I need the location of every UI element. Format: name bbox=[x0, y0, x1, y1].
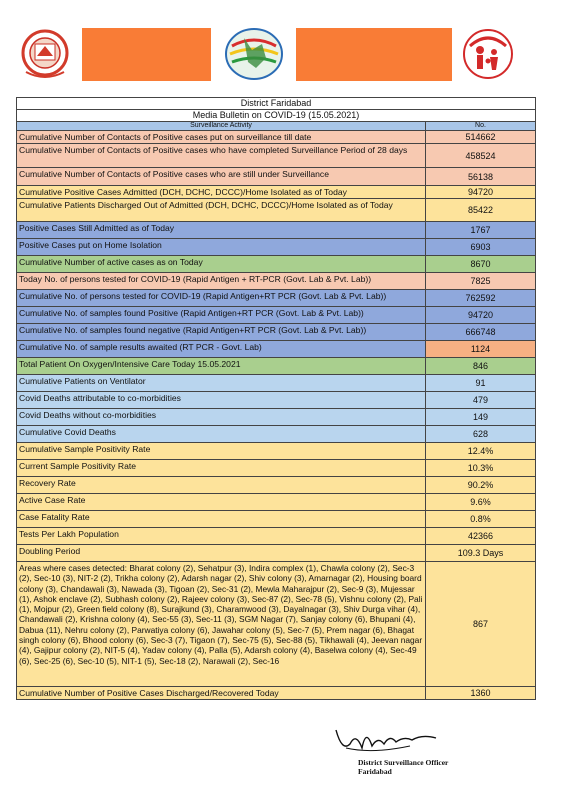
row-label: Positive Cases put on Home Isolation bbox=[17, 239, 426, 255]
row-label: Cumulative Number of Contacts of Positive cases put on surveillance till date bbox=[17, 131, 426, 143]
row-value: 846 bbox=[426, 358, 535, 374]
row-label: Cumulative Patients on Ventilator bbox=[17, 375, 426, 391]
globe-emblem-icon bbox=[222, 24, 286, 84]
table-header-row bbox=[17, 122, 535, 131]
table-row bbox=[17, 426, 535, 443]
table-row bbox=[17, 239, 535, 256]
row-value: 42366 bbox=[426, 528, 535, 544]
table-row bbox=[17, 168, 535, 186]
row-value: 94720 bbox=[426, 307, 535, 323]
orange-banner-right bbox=[296, 28, 452, 81]
covid-media-bulletin-table bbox=[16, 97, 536, 700]
row-label: Active Case Rate bbox=[17, 494, 426, 510]
row-label: Cumulative Number of active cases as on Today bbox=[17, 256, 426, 272]
table-row bbox=[17, 256, 535, 273]
table-row bbox=[17, 324, 535, 341]
table-row bbox=[17, 131, 535, 144]
table-row bbox=[17, 358, 535, 375]
row-value: 1124 bbox=[426, 341, 535, 357]
table-row bbox=[17, 273, 535, 290]
table-row bbox=[17, 477, 535, 494]
row-label: Recovery Rate bbox=[17, 477, 426, 493]
row-label: Cumulative No. of samples found negative (Rapid Antigen+RT PCR (Govt. Lab & Pvt. Lab)) bbox=[17, 324, 426, 340]
signature-designation: District Surveillance Officer bbox=[358, 758, 449, 767]
signature-location: Faridabad bbox=[358, 767, 392, 776]
handwritten-signature bbox=[332, 722, 442, 756]
table-row bbox=[17, 443, 535, 460]
row-label: Total Patient On Oxygen/Intensive Care Today 15.05.2021 bbox=[17, 358, 426, 374]
row-value: 91 bbox=[426, 375, 535, 391]
row-value: 514662 bbox=[426, 131, 535, 143]
table-row bbox=[17, 144, 535, 168]
table-row bbox=[17, 341, 535, 358]
row-value: 628 bbox=[426, 426, 535, 442]
row-label: Tests Per Lakh Population bbox=[17, 528, 426, 544]
table-row bbox=[17, 307, 535, 324]
signature-block bbox=[326, 722, 486, 782]
row-value: 90.2% bbox=[426, 477, 535, 493]
row-value: 9.6% bbox=[426, 494, 535, 510]
table-row-areas bbox=[17, 562, 535, 687]
row-value: 479 bbox=[426, 392, 535, 408]
table-row bbox=[17, 494, 535, 511]
row-value: 149 bbox=[426, 409, 535, 425]
header-surveillance-activity: Surveillance Activity bbox=[17, 122, 426, 130]
row-value: 1360 bbox=[426, 687, 535, 699]
row-value: 94720 bbox=[426, 186, 535, 198]
row-label: Cumulative Patients Discharged Out of Admitted (DCH, DCHC, DCCC)/Home Isolated as of Today bbox=[17, 199, 426, 221]
row-value: 6903 bbox=[426, 239, 535, 255]
row-value: 12.4% bbox=[426, 443, 535, 459]
table-row bbox=[17, 460, 535, 477]
table-row bbox=[17, 290, 535, 307]
row-value: 7825 bbox=[426, 273, 535, 289]
row-value: 458524 bbox=[426, 144, 535, 167]
table-row bbox=[17, 545, 535, 562]
row-label: Covid Deaths without co-morbidities bbox=[17, 409, 426, 425]
row-label: Case Fatality Rate bbox=[17, 511, 426, 527]
orange-banner-left bbox=[82, 28, 211, 81]
row-label: Cumulative No. of persons tested for COVID-19 (Rapid Antigen+RT PCR (Govt. Lab & Pvt. Lab)) bbox=[17, 290, 426, 306]
table-row bbox=[17, 375, 535, 392]
row-value: 1767 bbox=[426, 222, 535, 238]
row-value: 8670 bbox=[426, 256, 535, 272]
row-value: 10.3% bbox=[426, 460, 535, 476]
table-row bbox=[17, 409, 535, 426]
row-label: Cumulative Number of Contacts of Positive cases who have completed Surveillance Period of 28 days bbox=[17, 144, 426, 167]
haryana-govt-emblem-icon bbox=[18, 26, 72, 82]
row-label: Cumulative Number of Contacts of Positive cases who are still under Surveillance bbox=[17, 168, 426, 185]
table-row bbox=[17, 199, 535, 222]
row-label: Cumulative Number of Positive Cases Discharged/Recovered Today bbox=[17, 687, 426, 699]
row-label: Current Sample Positivity Rate bbox=[17, 460, 426, 476]
row-value: 867 bbox=[426, 562, 535, 686]
row-value: 762592 bbox=[426, 290, 535, 306]
table-row bbox=[17, 392, 535, 409]
row-value: 0.8% bbox=[426, 511, 535, 527]
row-value: 109.3 Days bbox=[426, 545, 535, 561]
row-label: Areas where cases detected: Bharat colony (2), Sehatpur (3), Indira complex (1), Chawla colony (2), Sec-3 (2), Sec-10 (3), NIT-2 (2), Trikha colony (2), Adarsh nagar (2), Shiv colony (3), Amarnagar (2), Housing board colony (3), Chandawali (3), Nawada (3), Tigoan (2), Sec-31 (2), Mewla Maharajpur (2), Sec-9 (3), Mujessar (1), Ashok enclave (2), Subhash colony (2), Rajeev colony (3), Sec-87 (2), Sec-78 (5), Vishnu colony (2), Pali (1), Mojpur (2), Green field colony (8), Surajkund (3), Charamwood (3), Dayalnagar (3), Shiv Durga vihar (4), Chandawali (2), Krishna colony (4), Sec-55 (3), Sec-11 (3), SGM Nagar (7), Sanjay colony (6), Bhupani (4), Dabua (11), Nehru colony (2), Parwatiya colony (6), Jawahar colony (5), Sec-7 (5), Prem nagar (6), Bhagat singh colony (6), Bhood colony (6), Sec-3 (7), Tigaon (7), Sec-75 (5), Sec-88 (5), Tikhawali (4), Jeevan nagar (4), Gajipur colony (2), NIT-5 (4), Yadav colony (4), Palla (5), Adarsh colony (4), Baselwa colony (4), Sec-49 (6), Sec-25 (6), Sec-10 (5), NIT-1 (5), Sec-18 (2), Narawali (2), Sec-16 bbox=[17, 562, 426, 686]
row-label: Positive Cases Still Admitted as of Today bbox=[17, 222, 426, 238]
table-row bbox=[17, 186, 535, 199]
row-label: Cumulative Covid Deaths bbox=[17, 426, 426, 442]
table-row bbox=[17, 528, 535, 545]
header-banner bbox=[14, 22, 554, 96]
national-health-mission-logo-icon bbox=[460, 26, 516, 86]
row-label: Cumulative Positive Cases Admitted (DCH, DCHC, DCCC)/Home Isolated as of Today bbox=[17, 186, 426, 198]
bulletin-subtitle: Media Bulletin on COVID-19 (15.05.2021) bbox=[17, 110, 535, 122]
bulletin-district-title: District Faridabad bbox=[17, 98, 535, 110]
row-label: Today No. of persons tested for COVID-19 (Rapid Antigen + RT-PCR (Govt. Lab & Pvt. Lab)) bbox=[17, 273, 426, 289]
row-value: 85422 bbox=[426, 199, 535, 221]
table-row bbox=[17, 511, 535, 528]
table-row bbox=[17, 222, 535, 239]
row-label: Cumulative Sample Positivity Rate bbox=[17, 443, 426, 459]
table-row bbox=[17, 687, 535, 699]
row-label: Cumulative No. of sample results awaited (RT PCR - Govt. Lab) bbox=[17, 341, 426, 357]
row-label: Doubling Period bbox=[17, 545, 426, 561]
row-value: 666748 bbox=[426, 324, 535, 340]
row-label: Covid Deaths attributable to co-morbidities bbox=[17, 392, 426, 408]
row-value: 56138 bbox=[426, 168, 535, 185]
header-number: No. bbox=[475, 122, 486, 129]
row-label: Cumulative No. of samples found Positive (Rapid Antigen+RT PCR (Govt. Lab & Pvt. Lab)) bbox=[17, 307, 426, 323]
